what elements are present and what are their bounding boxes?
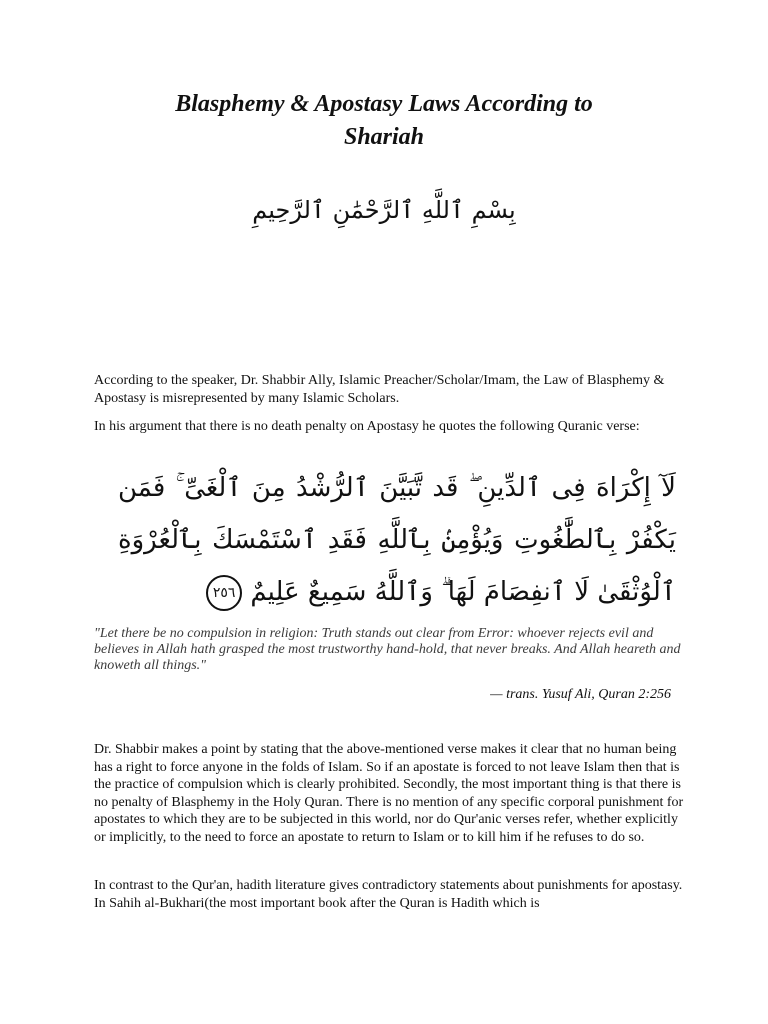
verse-translation-quote: "Let there be no compulsion in religion: Truth stands out clear from Error: whoever rejects evil and believes in Allah hath grasped the most trustworthy hand-hold, that never breaks. And Allah heareth and knoweth all things." (94, 626, 681, 673)
paragraph-hadith: In contrast to the Qur'an, hadith literature gives contradictory statements about punishments for apostasy. In Sahih al-Bukhari(the most important book after the Quran is Hadith which is (94, 878, 683, 911)
basmala-arabic: بِسْمِ ٱللَّهِ ٱلرَّحْمَٰنِ ٱلرَّحِيمِ (252, 196, 516, 224)
verse-number-marker: ٢٥٦ (206, 575, 242, 611)
paragraph-analysis: Dr. Shabbir makes a point by stating that the above-mentioned verse makes it clear that no human being has a right to force anyone in the folds of Islam. So if an apostate is forced to not leave Islam then that is the practice of compulsion which is clearly prohibited. Secondly, the most important thing is that there is no penalty of Blasphemy in the Holy Quran. There is no mention of any specific corporal punishment for apostates to which they are to be subjected in this world, nor do Qur'anic verses refer, whether explicitly or implicitly, to the need to force an apostate to return to Islam or to kill him if he refuses to do so. (94, 742, 684, 845)
paragraph-intro: According to the speaker, Dr. Shabbir Ally, Islamic Preacher/Scholar/Imam, the Law of Blasphemy & Apostasy is misrepresented by many Islamic Scholars. (94, 373, 665, 406)
quote-attribution: — trans. Yusuf Ali, Quran 2:256 (490, 687, 671, 702)
quran-verse-arabic (118, 462, 676, 620)
title-line-1: Blasphemy & Apostasy Laws According to (175, 91, 593, 117)
page-title (0, 88, 768, 154)
paragraph-argument: In his argument that there is no death penalty on Apostasy he quotes the following Quranic verse: (94, 419, 640, 434)
title-line-2: Shariah (343, 124, 425, 150)
verse-arabic-text: لَآ إِكْرَاهَ فِى ٱلدِّينِ ۖ قَد تَّبَيَّنَ ٱلرُّشْدُ مِنَ ٱلْغَىِّ ۚ فَمَن يَكْفُرْ بِٱلطَّٰغُوتِ وَيُؤْمِنۢ بِٱللَّهِ فَقَدِ ٱسْتَمْسَكَ بِٱلْعُرْوَةِ ٱلْوُثْقَىٰ لَا ٱنفِصَامَ لَهَا ۗ وَٱللَّهُ سَمِيعٌ عَلِيمٌ (118, 473, 676, 607)
